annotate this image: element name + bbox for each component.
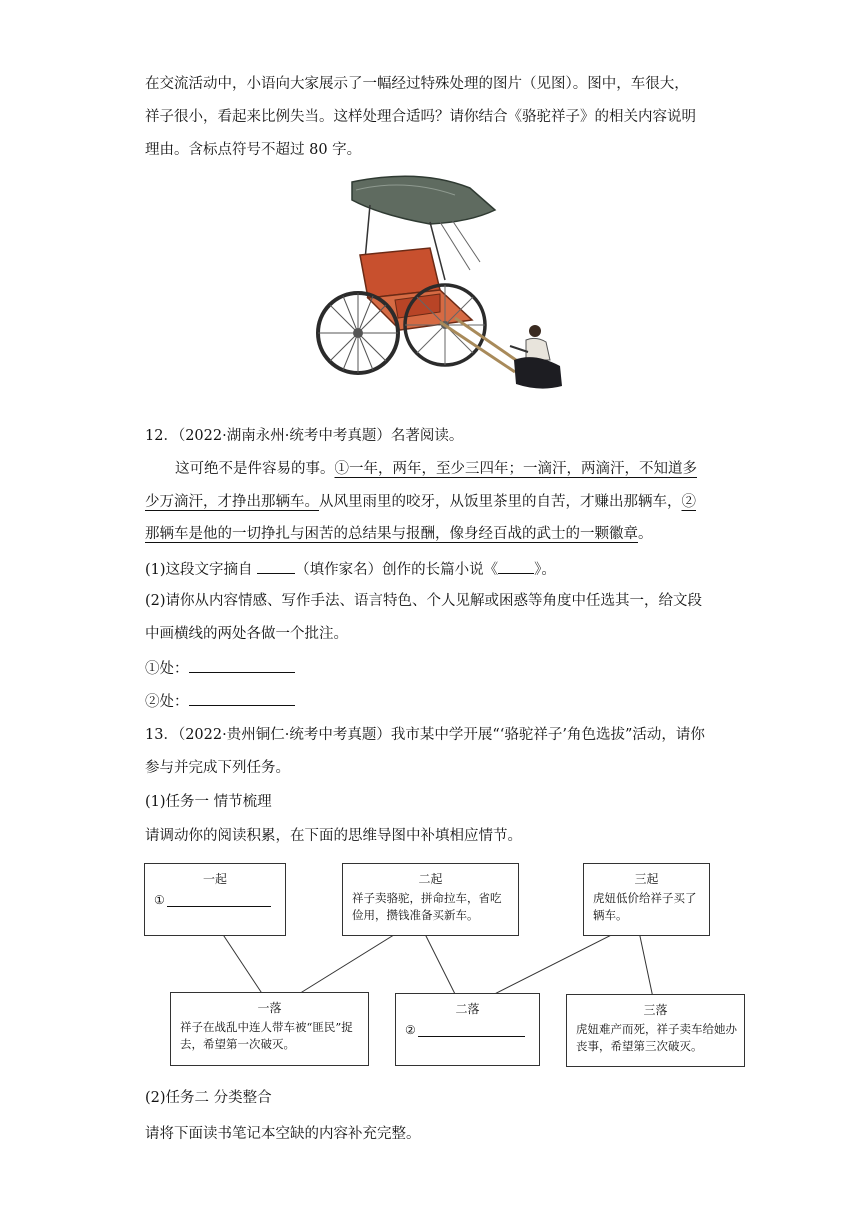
q12-answer-2: ②处：	[145, 690, 295, 712]
mindmap-fall-1: 一落 祥子在战乱中连人带车被“匪民”捉去，希望第一次破灭。	[170, 992, 369, 1066]
q12-passage-line-2: 少万滴汗，才挣出那辆车。从风里雨里的咬牙，从饭里茶里的自苦，才赚出那辆车，②	[145, 494, 696, 510]
q12-sub1: (1)这段文字摘自 （填作家名）创作的长篇小说《 》。	[145, 558, 556, 580]
q12-passage-line-1: 这可绝不是件容易的事。①一年，两年，至少三四年；一滴汗，两滴汗，不知道多	[175, 461, 697, 477]
q13-header-line-1: 13．（2022·贵州铜仁·统考中考真题）我市某中学开展“‘骆驼祥子’角色选拔”活动，请你	[145, 727, 705, 743]
q12-sub2-line-1: (2)请你从内容情感、写作手法、语言特色、个人见解或困惑等角度中任选其一，给文段	[145, 593, 703, 609]
mindmap-rise-3: 三起 虎妞低价给祥子买了辆车。	[583, 863, 710, 936]
underlined-sentence-2: 那辆车是他的一切挣扎与困苦的总结果与报酬，像身经百战的武士的一颗徽章	[145, 526, 638, 542]
q11-line-3: 理由。含标点符号不超过 80 字。	[145, 142, 362, 158]
q13-task1: (1)任务一 情节梳理	[145, 794, 272, 810]
q11-line-2: 祥子很小，看起来比例失当。这样处理合适吗？请你结合《骆驼祥子》的相关内容说明	[145, 109, 696, 125]
fall-2-blank[interactable]	[418, 1022, 525, 1037]
q12-sub2-line-2: 中画横线的两处各做一个批注。	[145, 626, 348, 642]
q11-line-1: 在交流活动中，小语向大家展示了一幅经过特殊处理的图片（见图）。图中，车很大，	[145, 76, 689, 92]
mindmap-fall-3: 三落 虎妞难产而死，祥子卖车给她办丧事，希望第三次破灭。	[566, 994, 745, 1067]
q13-header-line-2: 参与并完成下列任务。	[145, 760, 290, 776]
q13-task2-desc: 请将下面读书笔记本空缺的内容补充完整。	[145, 1126, 421, 1142]
mindmap-rise-2: 二起 祥子卖骆驼，拼命拉车，省吃俭用，攒钱准备买新车。	[342, 863, 519, 936]
q12-passage-line-3: 那辆车是他的一切挣扎与困苦的总结果与报酬，像身经百战的武士的一颗徽章。	[145, 526, 653, 542]
rise-1-blank[interactable]	[167, 892, 271, 907]
q13-task1-desc: 请调动你的阅读积累，在下面的思维导图中补填相应情节。	[145, 828, 522, 844]
q12-answer-1: ①处：	[145, 657, 295, 679]
q12-header: 12．（2022·湖南永州·统考中考真题）名著阅读。	[145, 428, 464, 444]
mindmap-fall-2: 二落 ②	[395, 993, 540, 1066]
q13-task2: (2)任务二 分类整合	[145, 1090, 272, 1106]
underlined-sentence-1: ①一年，两年，至少三四年；一滴汗，两滴汗，不知道多	[334, 461, 697, 477]
mindmap-rise-1: 一起 ①	[144, 863, 286, 936]
